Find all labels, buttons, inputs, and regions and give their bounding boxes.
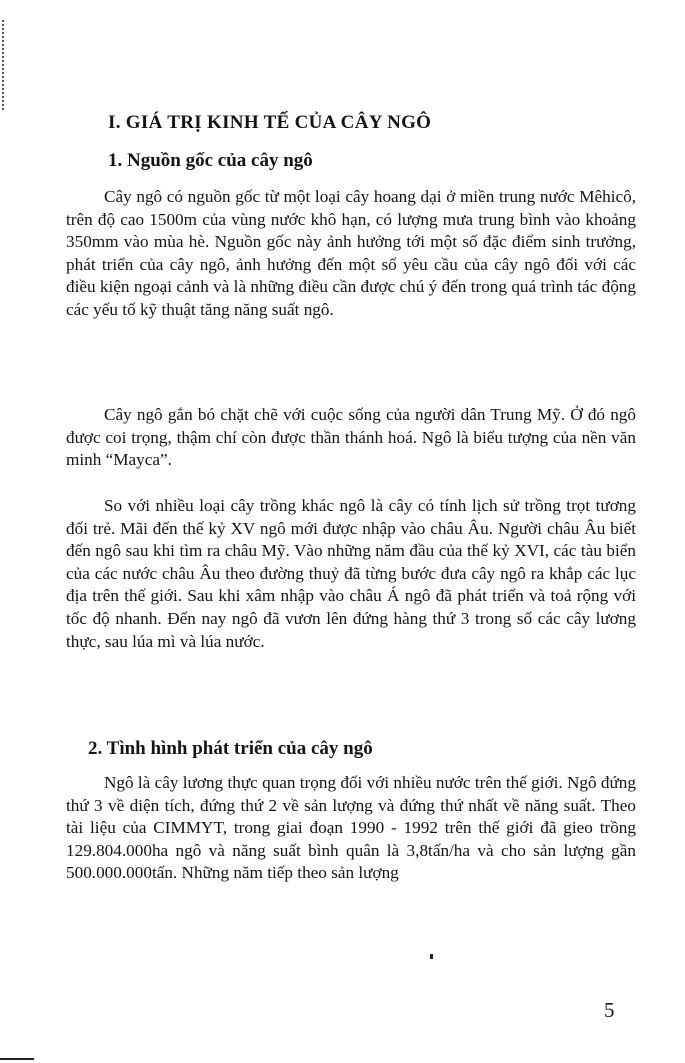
subsection-title-origin: 1. Nguồn gốc của cây ngô	[108, 150, 313, 171]
paragraph-development-1: Ngô là cây lương thực quan trọng đối với nhiều nước trên thế giới. Ngô đứng thứ 3 về diện tích, đứng thứ 2 về sản lượng và đứng thứ nhất về năng suất. Theo tài liệu của CIMMYT, trong giai đoạn 1990 - 1992 trên thế giới đã gieo trồng 129.804.000ha ngô và năng suất bình quân là 3,8tấn/ha và cho sản lượng gần 500.000.000tấn. Những năm tiếp theo sản lượng	[66, 773, 636, 883]
bottom-edge-rule	[0, 1058, 34, 1060]
subsection-title-development: 2. Tình hình phát triển của cây ngô	[88, 738, 373, 759]
page-number: 5	[604, 998, 615, 1022]
scan-speck	[430, 954, 433, 959]
paragraph-origin-1: Cây ngô có nguồn gốc từ một loại cây hoang dại ở miền trung nước Mêhicô, trên độ cao 1500m của vùng nước khô hạn, có lượng mưa trung bình vào khoảng 350mm vào mùa hè. Nguồn gốc này ảnh hưởng tới một số đặc điểm sinh trưởng, phát triển của cây ngô, ảnh hưởng đến một số yêu cầu của cây ngô đối với các điều kiện ngoại cảnh và là những điều cần được chú ý đến trong quá trình tác động các yếu tố kỹ thuật tăng năng suất ngô.	[66, 187, 636, 319]
paragraph-origin-3: So với nhiều loại cây trồng khác ngô là cây có tính lịch sử trồng trọt tương đối trẻ. Mãi đến thế kỷ XV ngô mới được nhập vào châu Âu. Người châu Âu biết đến ngô sau khi tìm ra châu Mỹ. Vào những năm đầu của thế kỷ XVI, các tàu biển của các nước châu Âu theo đường thuỷ đã từng bước đưa cây ngô ra khắp các lục địa trên thế giới. Sau khi xâm nhập vào châu Á ngô đã phát triển và toả rộng với tốc độ nhanh. Đến nay ngô đã vươn lên đứng hàng thứ 3 trong số các cây lương thực, sau lúa mì và lúa nước.	[66, 496, 636, 651]
margin-scan-dots	[2, 20, 7, 110]
section-title: I. GIÁ TRỊ KINH TẾ CỦA CÂY NGÔ	[108, 112, 432, 133]
paragraph-origin-2: Cây ngô gắn bó chặt chẽ với cuộc sống của người dân Trung Mỹ. Ở đó ngô được coi trọng, thậm chí còn được thần thánh hoá. Ngô là biểu tượng của nền văn minh “Mayca”.	[66, 405, 636, 470]
